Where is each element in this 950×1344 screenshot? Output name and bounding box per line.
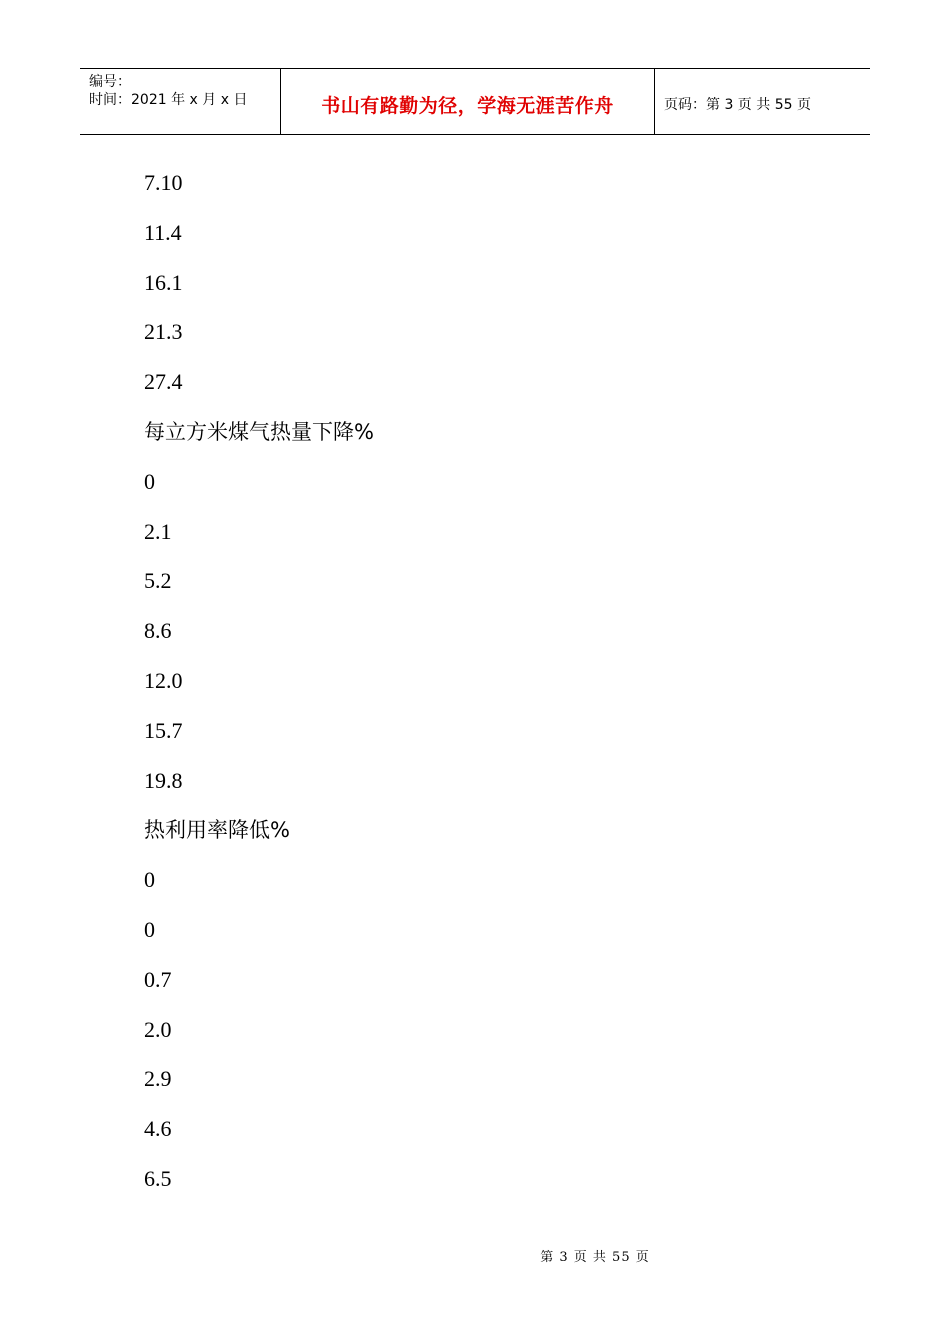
text-line: 0 [144, 867, 155, 893]
text-line: 7.10 [144, 170, 183, 195]
text-line: 0 [144, 468, 155, 494]
text-line: 2.0 [144, 1016, 172, 1042]
text-line: 2.1 [144, 518, 172, 544]
text-line: 0.7 [144, 966, 172, 992]
text-line: 2.9 [144, 1066, 172, 1092]
header-motto: 书山有路勤为径，学海无涯苦作舟 [281, 69, 655, 134]
text-line: 11.4 [144, 219, 182, 245]
text-line: 19.8 [144, 767, 183, 793]
text-line: 8.6 [144, 618, 172, 644]
header-meta [80, 69, 281, 134]
page-header [80, 68, 870, 135]
document-number-label: 编号： [89, 74, 131, 90]
page-footer: 第 3 页 共 55 页 [540, 1250, 650, 1265]
text-line: 27.4 [144, 369, 183, 395]
text-line: 6.5 [144, 1165, 172, 1191]
document-body [144, 166, 824, 1212]
text-line: 15.7 [144, 717, 183, 743]
section-heading: 每立方米煤气热量下降% [144, 419, 374, 444]
text-line: 0 [144, 916, 155, 942]
text-line: 5.2 [144, 568, 172, 594]
text-line: 4.6 [144, 1116, 172, 1142]
header-page-code: 页码：第 3 页 共 55 页 [664, 96, 811, 113]
text-line: 12.0 [144, 667, 183, 693]
text-line: 21.3 [144, 319, 183, 345]
text-line: 16.1 [144, 269, 183, 295]
section-heading: 热利用率降低% [144, 818, 290, 843]
document-time-label: 时间：2021 年 x 月 x 日 [89, 92, 248, 108]
